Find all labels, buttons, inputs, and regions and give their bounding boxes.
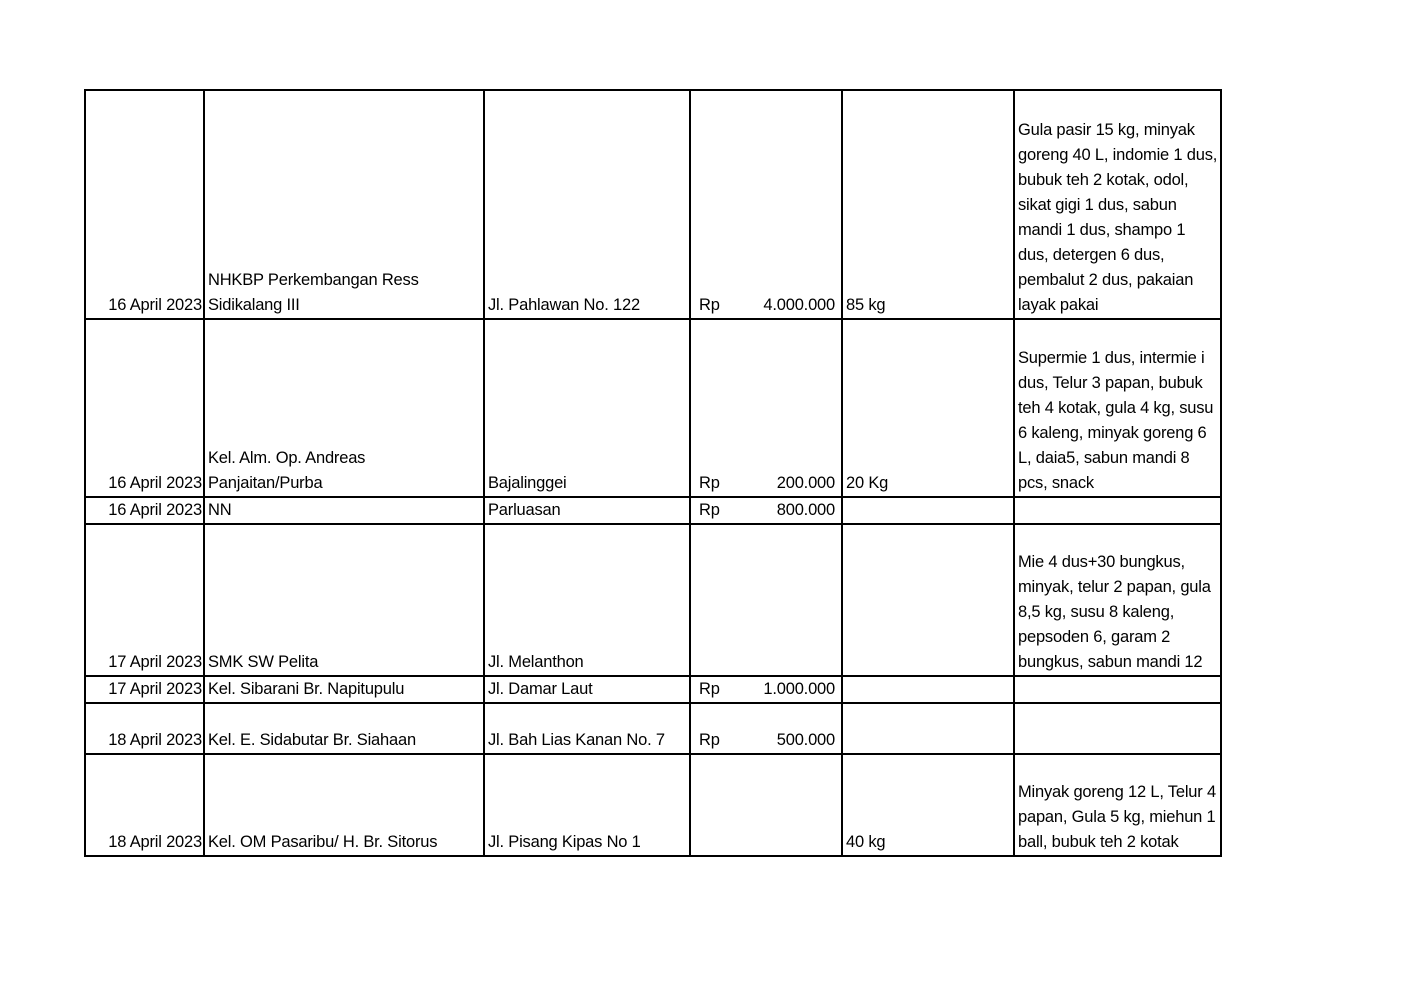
date-cell: 16 April 2023 <box>85 497 204 524</box>
items-cell <box>1014 497 1221 524</box>
weight-cell: 40 kg <box>842 754 1014 856</box>
amount-value: 500.000 <box>776 731 835 749</box>
table-row <box>85 754 1221 856</box>
amount-cell <box>690 319 842 497</box>
weight-cell <box>842 524 1014 676</box>
address-cell: Jl. Bah Lias Kanan No. 7 <box>484 703 690 754</box>
amount-value: 4.000.000 <box>763 296 835 314</box>
donor-name-cell: Kel. OM Pasaribu/ H. Br. Sitorus <box>204 754 484 856</box>
currency-label: Rp <box>699 680 720 698</box>
currency-label: Rp <box>699 474 720 492</box>
donor-name-cell: NN <box>204 497 484 524</box>
weight-cell: 85 kg <box>842 90 1014 319</box>
address-cell: Jl. Pisang Kipas No 1 <box>484 754 690 856</box>
date-cell: 18 April 2023 <box>85 754 204 856</box>
items-cell: Mie 4 dus+30 bungkus, minyak, telur 2 papan, gula 8,5 kg, susu 8 kaleng, pepsoden 6, garam 2 bungkus, sabun mandi 12 <box>1014 524 1221 676</box>
table-row <box>85 676 1221 703</box>
table-row <box>85 703 1221 754</box>
donor-name-cell: NHKBP Perkembangan Ress Sidikalang III <box>204 90 484 319</box>
amount-cell <box>690 90 842 319</box>
items-cell: Minyak goreng 12 L, Telur 4 papan, Gula 5 kg, miehun 1 ball, bubuk teh 2 kotak <box>1014 754 1221 856</box>
amount-cell <box>690 703 842 754</box>
items-cell: Gula pasir 15 kg, minyak goreng 40 L, indomie 1 dus, bubuk teh 2 kotak, odol, sikat gigi 1 dus, sabun mandi 1 dus, shampo 1 dus, detergen 6 dus, pembalut 2 dus, pakaian layak pakai <box>1014 90 1221 319</box>
date-cell: 18 April 2023 <box>85 703 204 754</box>
items-cell <box>1014 703 1221 754</box>
date-cell: 16 April 2023 <box>85 90 204 319</box>
amount-cell <box>690 524 842 676</box>
currency-label: Rp <box>699 501 720 519</box>
donor-name-cell: SMK SW Pelita <box>204 524 484 676</box>
donor-name-cell: Kel. Alm. Op. Andreas Panjaitan/Purba <box>204 319 484 497</box>
weight-cell <box>842 676 1014 703</box>
table-row <box>85 524 1221 676</box>
amount-cell <box>690 754 842 856</box>
address-cell: Jl. Pahlawan No. 122 <box>484 90 690 319</box>
donor-name-cell: Kel. E. Sidabutar Br. Siahaan <box>204 703 484 754</box>
table-row <box>85 319 1221 497</box>
weight-cell <box>842 497 1014 524</box>
amount-cell <box>690 497 842 524</box>
amount-value: 1.000.000 <box>763 680 835 698</box>
date-cell: 16 April 2023 <box>85 319 204 497</box>
items-cell <box>1014 676 1221 703</box>
donor-name-cell: Kel. Sibarani Br. Napitupulu <box>204 676 484 703</box>
amount-value: 800.000 <box>776 501 835 519</box>
weight-cell <box>842 703 1014 754</box>
address-cell: Bajalinggei <box>484 319 690 497</box>
address-cell: Jl. Damar Laut <box>484 676 690 703</box>
address-cell: Parluasan <box>484 497 690 524</box>
address-cell: Jl. Melanthon <box>484 524 690 676</box>
amount-cell <box>690 676 842 703</box>
currency-label: Rp <box>699 731 720 749</box>
table-row <box>85 90 1221 319</box>
items-cell: Supermie 1 dus, intermie i dus, Telur 3 papan, bubuk teh 4 kotak, gula 4 kg, susu 6 kaleng, minyak goreng 6 L, daia5, sabun mandi 8 pcs, snack <box>1014 319 1221 497</box>
date-cell: 17 April 2023 <box>85 524 204 676</box>
currency-label: Rp <box>699 296 720 314</box>
date-cell: 17 April 2023 <box>85 676 204 703</box>
weight-cell: 20 Kg <box>842 319 1014 497</box>
amount-value: 200.000 <box>776 474 835 492</box>
donation-table <box>84 89 1222 857</box>
table-row <box>85 497 1221 524</box>
